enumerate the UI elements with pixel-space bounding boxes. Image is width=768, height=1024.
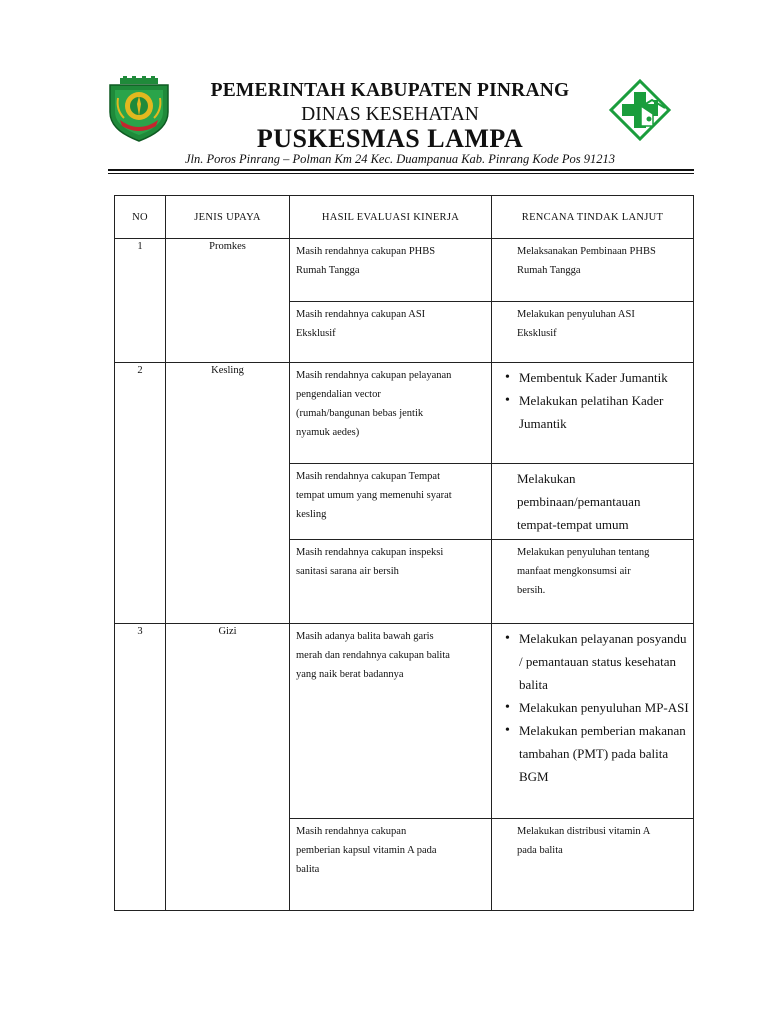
list-item: • Melakukan penyuluhan MP-ASI [519,696,689,719]
row-number: 3 [115,624,166,911]
rencana-cell: Melakukan pembinaan/pemantauan tempat-tempat umum [492,464,694,540]
rencana-cell: Melakukan distribusi vitamin A pada balita [492,819,694,911]
rencana-cell [492,624,694,819]
hasil-cell: Masih rendahnya cakupan inspeksi sanitasi sarana air bersih [290,540,492,624]
hasil-cell: Masih rendahnya cakupan ASI Eksklusif [290,302,492,363]
letterhead-department-line: DINAS KESEHATAN [301,104,479,125]
jenis-upaya-cell: Promkes [166,239,290,363]
hasil-cell: Masih rendahnya cakupan pelayanan pengendalian vector (rumah/bangunan bebas jentik nyamuk aedes) [290,363,492,464]
letterhead [0,0,768,175]
table-row [115,624,694,819]
hasil-cell: Masih adanya balita bawah garis merah dan rendahnya cakupan balita yang naik berat badannya [290,624,492,819]
table-row [115,239,694,302]
column-header-hasil-evaluasi: HASIL EVALUASI KINERJA [290,196,492,239]
table-row [115,363,694,464]
jenis-upaya-cell: Kesling [166,363,290,624]
letterhead-divider-thick [108,169,694,171]
list-item: • Melakukan pelayanan posyandu / pemantauan status kesehatan balita [519,627,689,696]
hasil-cell: Masih rendahnya cakupan Tempat tempat umum yang memenuhi syarat kesling [290,464,492,540]
jenis-upaya-cell: Gizi [166,624,290,911]
rencana-bullet-list [517,366,689,435]
column-header-rencana-tindak-lanjut: RENCANA TINDAK LANJUT [492,196,694,239]
list-item: • Melakukan pemberian makanan tambahan (PMT) pada balita BGM [519,719,689,788]
hasil-cell: Masih rendahnya cakupan PHBS Rumah Tangga [290,239,492,302]
list-item: • Melakukan pelatihan Kader Jumantik [519,389,689,435]
column-header-jenis-upaya: JENIS UPAYA [166,196,290,239]
row-number: 2 [115,363,166,624]
letterhead-government-line: PEMERINTAH KABUPATEN PINRANG [210,80,570,101]
pinrang-regency-emblem-icon [106,76,172,142]
rencana-bullet-list [517,627,689,788]
letterhead-divider-thin [108,173,694,174]
row-number: 1 [115,239,166,363]
rencana-cell [492,363,694,464]
evaluation-table [114,195,694,911]
letterhead-puskesmas-name: PUSKESMAS LAMPA [256,124,524,153]
list-item: • Membentuk Kader Jumantik [519,366,689,389]
rencana-cell: Melakukan penyuluhan tentang manfaat mengkonsumsi air bersih. [492,540,694,624]
letterhead-address: Jln. Poros Pinrang – Polman Km 24 Kec. Duampanua Kab. Pinrang Kode Pos 91213 [184,152,616,166]
hasil-cell: Masih rendahnya cakupan pemberian kapsul vitamin A pada balita [290,819,492,911]
rencana-cell: Melaksanakan Pembinaan PHBS Rumah Tangga [492,239,694,302]
puskesmas-cross-house-icon [608,78,672,142]
table-header-row [115,196,694,239]
rencana-cell: Melakukan penyuluhan ASI Eksklusif [492,302,694,363]
column-header-no: NO [115,196,166,239]
